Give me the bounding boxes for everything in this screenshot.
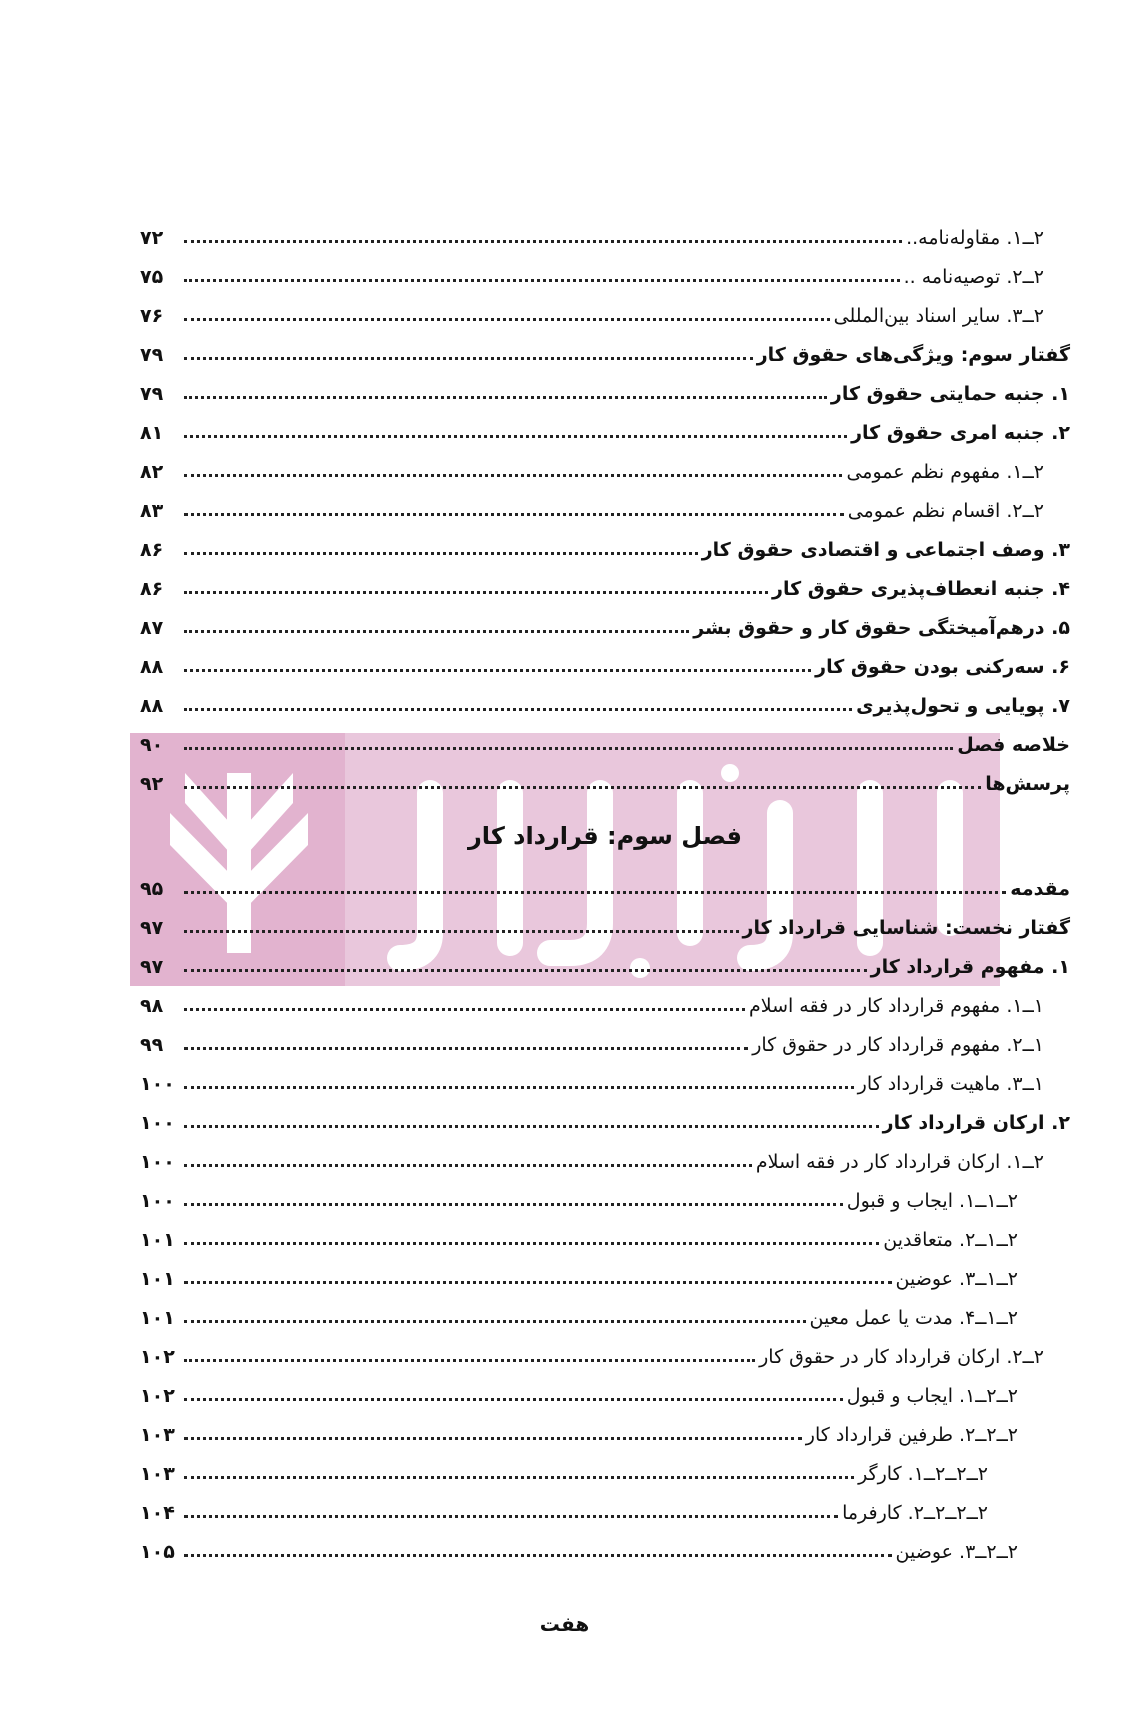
toc-entry [140,413,1070,452]
toc-entry-page-number: ۸۳ [140,499,164,522]
dot-leader [184,1437,802,1440]
toc-entry [140,1298,1070,1337]
toc-entry-page-number: ۹۷ [140,955,164,978]
toc-entry-title: گفتار سوم: ویژگی‌های حقوق کار [756,343,1070,366]
toc-entry-title: ۲. جنبه امری حقوق کار [851,421,1070,444]
toc-entry [140,1220,1070,1259]
toc-entry-title: ۲ــ۲ــ۲ــ۲. کارفرما [842,1501,988,1524]
dot-leader [184,357,753,360]
toc-entry-title: ۲ــ۲. توصیه‌نامه .. [903,265,1044,288]
toc-entry-title: ۱ــ۳. ماهیت قرارداد کار [857,1072,1044,1095]
toc-entry-page-number: ۱۰۰ [140,1150,175,1173]
toc-entry-title: ۲ــ۱ــ۲. متعاقدین [883,1228,1018,1251]
toc-entry [140,491,1070,530]
toc-entry [140,1454,1070,1493]
chapter-heading: فصل سوم: قرارداد کار [467,822,743,850]
page-number-footer: هفت [539,1612,590,1636]
toc-entry-title: ۲ــ۲. اقسام نظم عمومی [847,499,1044,522]
dot-leader [184,930,739,933]
toc-entry-title: ۷. پویایی و تحول‌پذیری [856,694,1070,717]
toc-entry-page-number: ۱۰۳ [140,1462,175,1485]
toc-entry [140,1103,1070,1142]
toc-entry [140,1259,1070,1298]
toc-entry-page-number: ۹۷ [140,916,164,939]
dot-leader [184,1476,854,1479]
toc-entry [140,530,1070,569]
toc-section-1 [140,218,1070,803]
toc-entry [140,1142,1070,1181]
dot-leader [184,513,844,516]
dot-leader [184,396,827,399]
toc-section-2 [140,869,1070,1571]
dot-leader [184,1398,843,1401]
toc-entry [140,986,1070,1025]
toc-entry-page-number: ۷۹ [140,343,164,366]
toc-entry-page-number: ۱۰۰ [140,1072,175,1095]
toc-entry [140,1337,1070,1376]
toc-entry-title: خلاصه فصل [957,733,1070,756]
toc-entry-page-number: ۱۰۱ [140,1267,175,1290]
dot-leader [184,786,981,789]
dot-leader [184,1164,752,1167]
toc-entry-title: ۲. ارکان قرارداد کار [882,1111,1070,1134]
toc-entry-title: ۱ــ۱. مفهوم قرارداد کار در فقه اسلام [748,994,1044,1017]
toc-entry-title: ۲ــ۱. ارکان قرارداد کار در فقه اسلام [755,1150,1044,1173]
toc-entry [140,1025,1070,1064]
toc-entry-title: ۲ــ۳. سایر اسناد بین‌المللی [833,304,1044,327]
dot-leader [184,1281,892,1284]
toc-entry-page-number: ۹۵ [140,877,164,900]
toc-entry-page-number: ۸۸ [140,694,164,717]
toc-entry-title: مقدمه [1010,877,1070,900]
dot-leader [184,669,811,672]
toc-entry-page-number: ۷۶ [140,304,164,327]
toc-entry [140,1415,1070,1454]
toc-entry-page-number: ۹۸ [140,994,164,1017]
toc-entry [140,569,1070,608]
toc-entry-title: ۲ــ۲ــ۲. طرفین قرارداد کار [805,1423,1018,1446]
toc-entry-page-number: ۱۰۰ [140,1189,175,1212]
dot-leader [184,1086,854,1089]
toc-entry-title: ۲ــ۱ــ۱. ایجاب و قبول [846,1189,1018,1212]
toc-entry-title: ۱ــ۲. مفهوم قرارداد کار در حقوق کار [752,1033,1044,1056]
toc-entry-page-number: ۸۲ [140,460,164,483]
dot-leader [184,1203,843,1206]
dot-leader [184,1047,748,1050]
toc-entry-title: ۵. درهم‌آمیختگی حقوق کار و حقوق بشر [693,616,1070,639]
dot-leader [184,591,768,594]
dot-leader [184,969,867,972]
dot-leader [184,552,698,555]
dot-leader [184,435,847,438]
toc-entry-page-number: ۹۰ [140,733,164,756]
toc-entry [140,1376,1070,1415]
toc-entry-title: ۲ــ۲ــ۲ــ۱. کارگر [858,1462,988,1485]
toc-entry [140,1532,1070,1571]
toc-entry [140,374,1070,413]
toc-entry-title: ۴. جنبه انعطاف‌پذیری حقوق کار [772,577,1070,600]
toc-entry-page-number: ۸۷ [140,616,164,639]
toc-entry [140,608,1070,647]
toc-entry [140,257,1070,296]
toc-entry-title: ۲ــ۲ــ۳. عوضین [895,1540,1018,1563]
toc-entry [140,908,1070,947]
toc-entry-page-number: ۸۸ [140,655,164,678]
dot-leader [184,891,1006,894]
dot-leader [184,747,953,750]
toc-entry [140,218,1070,257]
dot-leader [184,1359,755,1362]
dot-leader [184,1008,745,1011]
toc-entry-page-number: ۱۰۰ [140,1111,175,1134]
dot-leader [184,240,902,243]
toc-entry-page-number: ۹۲ [140,772,164,795]
toc-entry [140,452,1070,491]
toc-entry-page-number: ۱۰۱ [140,1306,175,1329]
dot-leader [184,630,689,633]
toc-entry-title: ۱. جنبه حمایتی حقوق کار [830,382,1070,405]
toc-entry-page-number: ۱۰۱ [140,1228,175,1251]
toc-entry [140,1064,1070,1103]
toc-entry-page-number: ۱۰۲ [140,1384,175,1407]
table-of-contents [140,218,1070,1571]
toc-entry-page-number: ۸۱ [140,421,164,444]
toc-entry-title: ۲ــ۱ــ۴. مدت یا عمل معین [809,1306,1018,1329]
toc-entry [140,725,1070,764]
dot-leader [184,708,852,711]
toc-entry-title: ۲ــ۲ــ۱. ایجاب و قبول [846,1384,1018,1407]
toc-entry-title: ۲ــ۲. ارکان قرارداد کار در حقوق کار [759,1345,1044,1368]
dot-leader [184,474,842,477]
toc-entry-title: ۱. مفهوم قرارداد کار [870,955,1070,978]
toc-entry-page-number: ۸۶ [140,577,164,600]
toc-entry-page-number: ۷۵ [140,265,164,288]
toc-entry-page-number: ۱۰۴ [140,1501,175,1524]
dot-leader [184,279,900,282]
dot-leader [184,1320,806,1323]
toc-entry-title: ۲ــ۱. مقاوله‌نامه.. [906,226,1044,249]
toc-entry [140,686,1070,725]
toc-entry-page-number: ۸۶ [140,538,164,561]
dot-leader [184,1125,879,1128]
dot-leader [184,1242,879,1245]
toc-entry-page-number: ۱۰۳ [140,1423,175,1446]
toc-entry [140,947,1070,986]
toc-entry [140,1493,1070,1532]
toc-entry [140,647,1070,686]
toc-entry [140,335,1070,374]
toc-entry [140,1181,1070,1220]
toc-entry [140,869,1070,908]
dot-leader [184,1554,892,1557]
toc-entry-page-number: ۷۹ [140,382,164,405]
toc-entry-title: ۶. سه‌رکنی بودن حقوق کار [815,655,1070,678]
toc-entry-title: گفتار نخست: شناسایی قرارداد کار [742,916,1070,939]
toc-entry [140,764,1070,803]
toc-entry-page-number: ۹۹ [140,1033,164,1056]
toc-entry-page-number: ۱۰۵ [140,1540,175,1563]
dot-leader [184,318,830,321]
toc-entry-title: پرسش‌ها [985,772,1070,795]
toc-entry-page-number: ۷۲ [140,226,164,249]
toc-entry-title: ۲ــ۱ــ۳. عوضین [895,1267,1018,1290]
toc-entry [140,296,1070,335]
toc-entry-title: ۳. وصف اجتماعی و اقتصادی حقوق کار [701,538,1070,561]
toc-entry-page-number: ۱۰۲ [140,1345,175,1368]
toc-entry-title: ۲ــ۱. مفهوم نظم عمومی [846,460,1044,483]
dot-leader [184,1515,838,1518]
